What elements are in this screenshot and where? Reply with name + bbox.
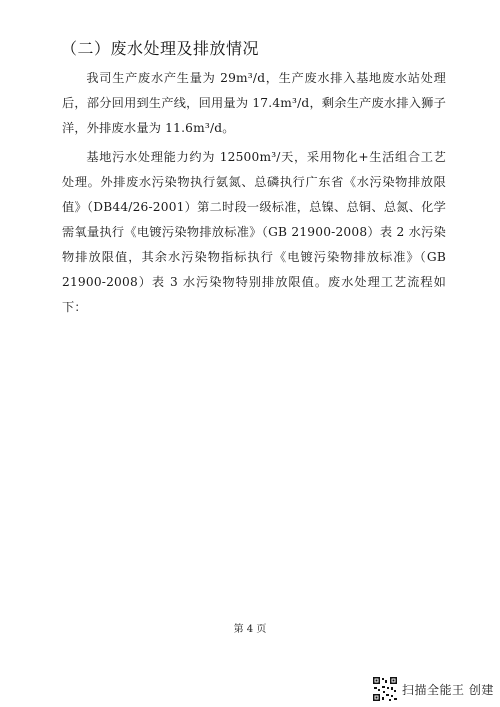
- scanner-brand-label: 扫描全能王 创建: [402, 682, 494, 697]
- paragraph-wastewater-volume: 我司生产废水产生量为 29m³/d，生产废水排入基地废水站处理后，部分回用到生产线，回用量为 17.4m³/d，剩余生产废水排入狮子洋，外排废水量为 11.6m³/d。: [62, 71, 446, 135]
- qr-code-icon: [372, 676, 398, 702]
- scanner-watermark: [372, 676, 494, 702]
- paragraph-treatment-standards: 基地污水处理能力约为 12500m³/天，采用物化+生活组合工艺处理。外排废水污染物执行氨氮、总磷执行广东省《水污染物排放限值》（DB44/26-2001）第二时段一级标准，总镍、总铜、总氮、化学需氧量执行《电镀污染物排放标准》（GB 21900-2008）表 2 水污染物排放限值，其余水污染物指标执行《电镀污染物排放标准》（GB 21900-2008）表 3 水污染物特别排放限值。废水处理工艺流程如下：: [62, 150, 446, 314]
- section-heading: （二）废水处理及排放情况: [61, 39, 260, 58]
- page-number: 第 4 页: [233, 624, 267, 635]
